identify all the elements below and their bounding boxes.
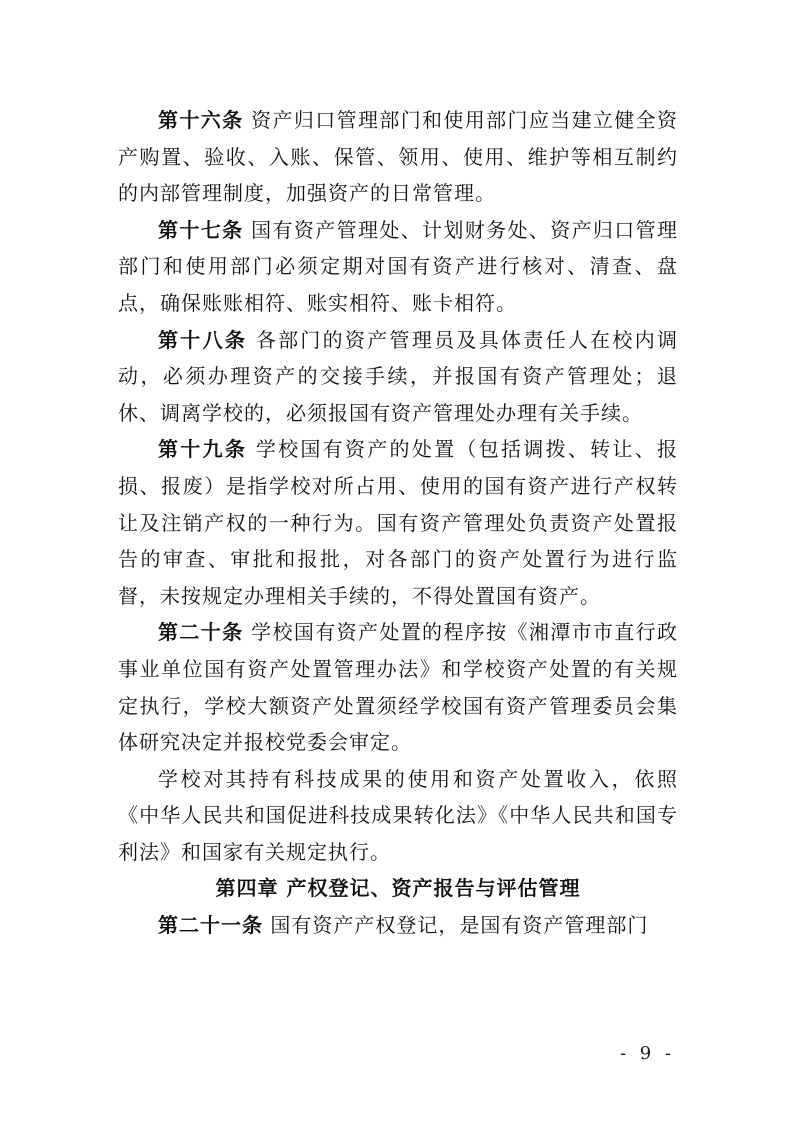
article-18 <box>118 322 678 432</box>
article-17 <box>118 212 678 322</box>
article-text: 国有资产产权登记，是国有资产管理部门 <box>270 913 649 938</box>
article-text: 各部门的资产管理员及具体责任人在校内调动，必须办理资产的交接手续，并报国有资产管理处；退休、调离学校的，必须报国有资产管理处办理有关手续。 <box>118 327 679 425</box>
page-number: - 9 - <box>619 1043 675 1064</box>
article-label: 第二十一条 <box>158 913 263 938</box>
article-text: 国有资产管理处、计划财务处、资产归口管理部门和使用部门必须定期对国有资产进行核对、清查、盘点，确保账账相符、账实相符、账卡相符。 <box>118 217 679 315</box>
article-19 <box>118 431 678 614</box>
article-label: 第十八条 <box>158 327 248 352</box>
article-label: 第二十条 <box>158 620 244 645</box>
article-label: 第十六条 <box>158 108 244 132</box>
article-text: 学校国有资产处置的程序按《湘潭市市直行政事业单位国有资产处置管理办法》和学校资产处置的有关规定执行，学校大额资产处置须经学校国有资产管理委员会集体研究决定并报校党委会审定。 <box>118 620 679 755</box>
article-text: 学校国有资产的处置（包括调拨、转让、报损、报废）是指学校对所占用、使用的国有资产进行产权转让及注销产权的一种行为。国有资产管理处负责资产处置报告的审查、审批和报批，对各部门的资产处置行为进行监督，未按规定办理相关手续的，不得处置国有资产。 <box>118 437 679 608</box>
article-20-continued <box>118 761 678 871</box>
article-label: 第十九条 <box>158 437 248 462</box>
article-21 <box>118 907 678 944</box>
document-body <box>118 102 678 944</box>
chapter-title: 第四章 产权登记、资产报告与评估管理 <box>215 876 581 901</box>
article-20 <box>118 614 678 760</box>
article-label: 第十七条 <box>158 217 244 242</box>
article-text: 资产归口管理部门和使用部门应当建立健全资产购置、验收、入账、保管、领用、使用、维护等相互制约的内部管理制度，加强资产的日常管理。 <box>118 108 679 206</box>
article-16 <box>118 102 678 212</box>
paragraph-text: 学校对其持有科技成果的使用和资产处置收入，依照《中华人民共和国促进科技成果转化法》《中华人民共和国专利法》和国家有关规定执行。 <box>118 766 678 864</box>
